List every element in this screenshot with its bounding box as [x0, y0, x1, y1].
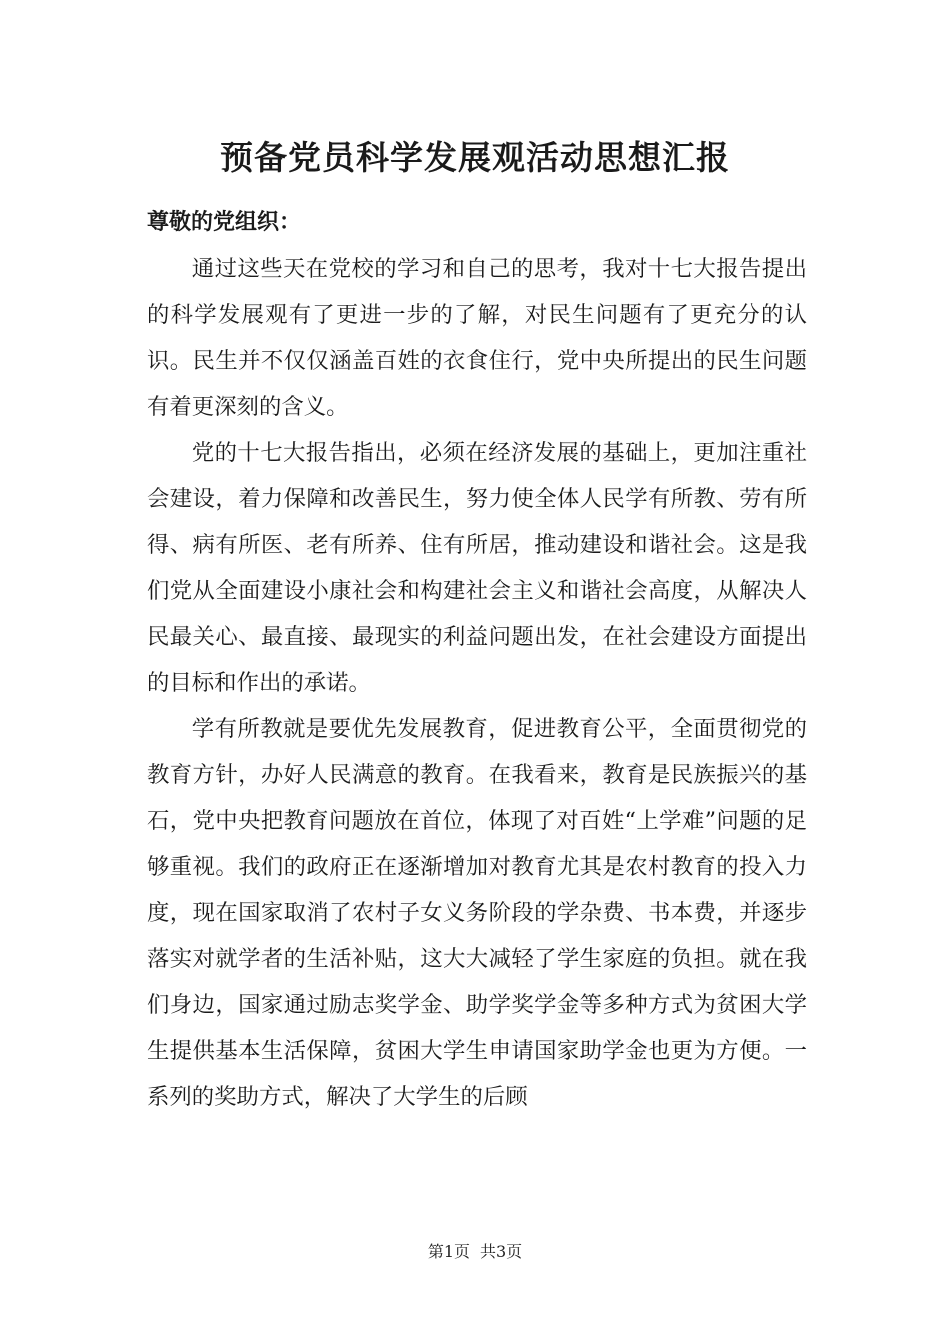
paragraph-1: 通过这些天在党校的学习和自己的思考，我对十七大报告提出的科学发展观有了更进一步的了解，对民生问题有了更充分的认识。民生并不仅仅涵盖百姓的衣食住行，党中央所提出的民生问题有着更深刻的含义。 — [147, 256, 807, 420]
paragraph-2: 党的十七大报告指出，必须在经济发展的基础上，更加注重社会建设，着力保障和改善民生，努力使全体人民学有所教、劳有所得、病有所医、老有所养、住有所居，推动建设和谐社会。这是我们党从全面建设小康社会和构建社会主义和谐社会高度，从解决人民最关心、最直接、最现实的利益问题出发，在社会建设方面提出的目标和作出的承诺。 — [147, 440, 807, 696]
document-body — [147, 200, 807, 1120]
salutation: 尊敬的党组织： — [147, 210, 302, 235]
page-footer — [0, 1240, 950, 1264]
page-number: 第1页 — [427, 1242, 470, 1261]
document-title: 预备党员科学发展观活动思想汇报 — [220, 138, 730, 177]
page-total: 共3页 — [480, 1242, 523, 1261]
paragraph-3: 学有所教就是要优先发展教育，促进教育公平，全面贯彻党的教育方针，办好人民满意的教育。在我看来，教育是民族振兴的基石，党中央把教育问题放在首位，体现了对百姓“上学难”问题的足够重视。我们的政府正在逐渐增加对教育尤其是农村教育的投入力度，现在国家取消了农村子女义务阶段的学杂费、书本费，并逐步落实对就学者的生活补贴，这大大减轻了学生家庭的负担。就在我们身边，国家通过励志奖学金、助学奖学金等多种方式为贫困大学生提供基本生活保障，贫困大学生申请国家助学金也更为方便。一系列的奖助方式，解决了大学生的后顾 — [147, 716, 807, 1110]
